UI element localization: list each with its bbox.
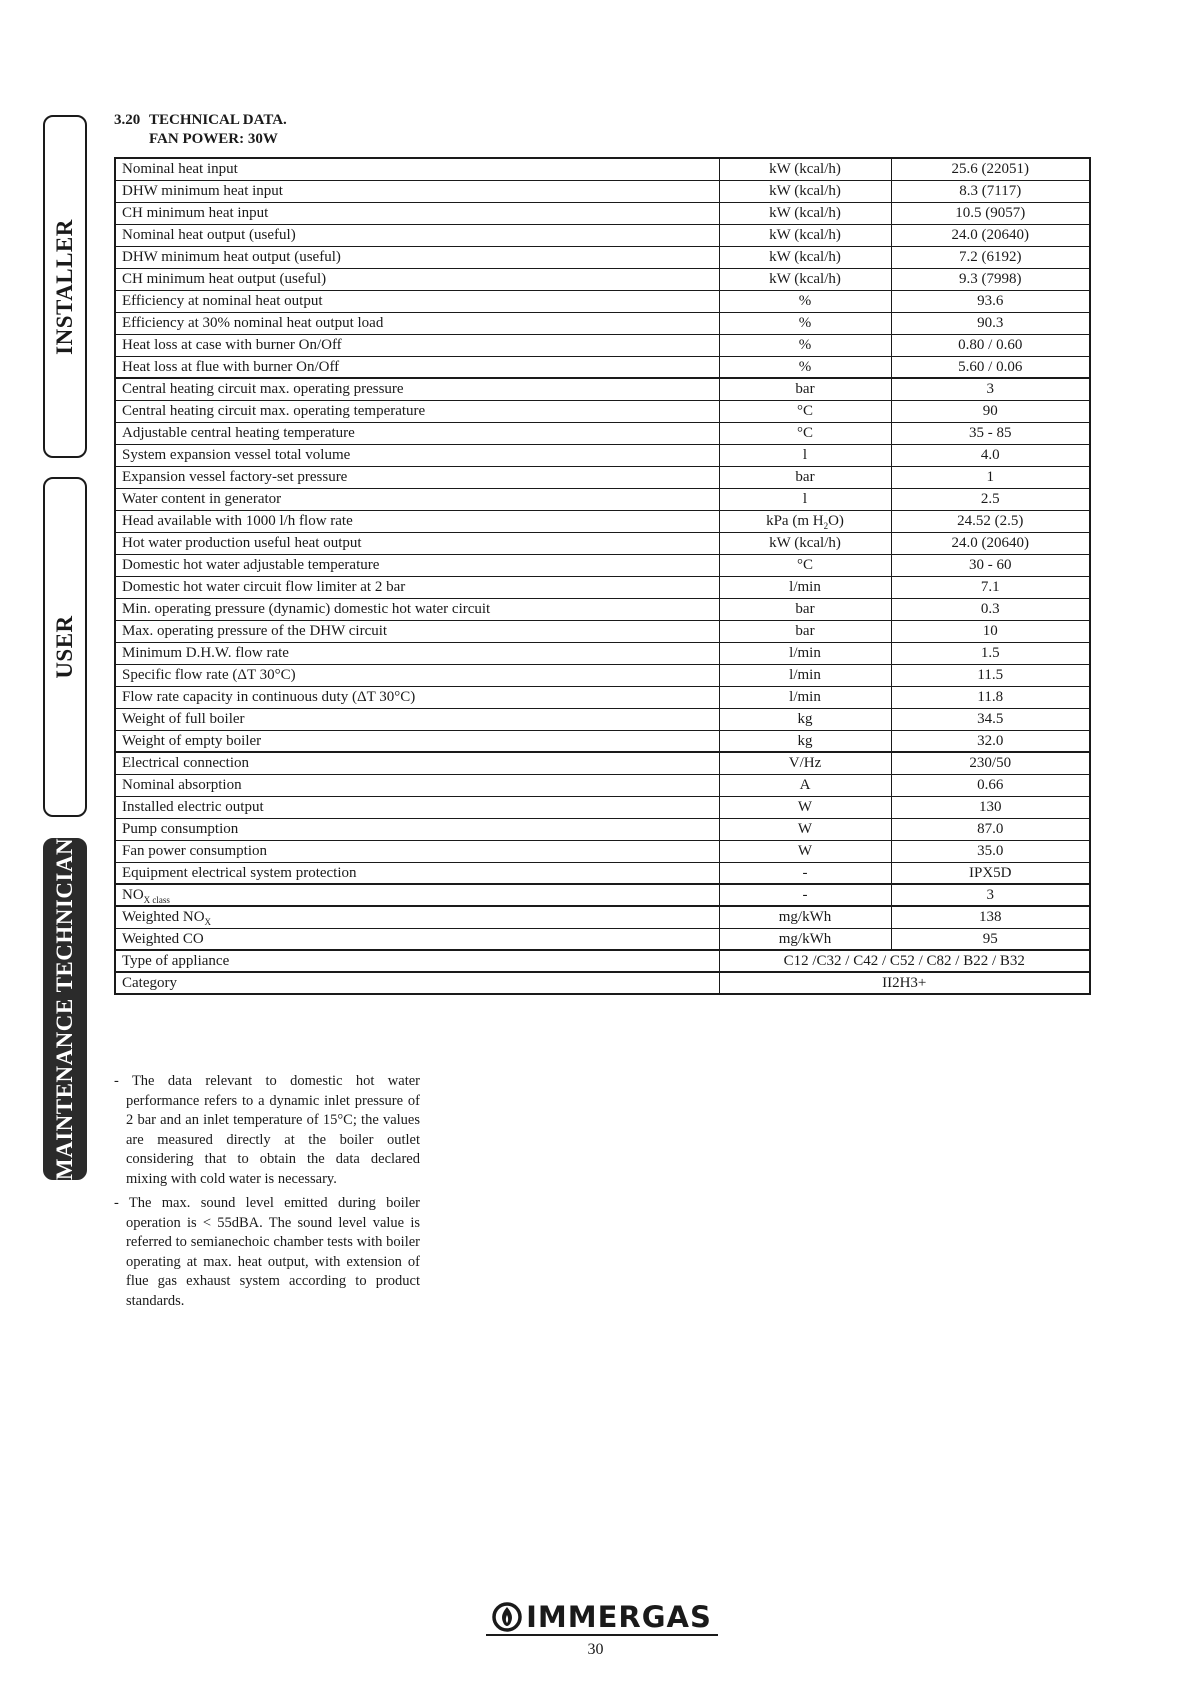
- parameter-cell: Nominal heat input: [115, 158, 719, 180]
- parameter-cell: Flow rate capacity in continuous duty (ΔT 30°C): [115, 686, 719, 708]
- value-cell: 230/50: [891, 752, 1090, 774]
- parameter-cell: Nominal heat output (useful): [115, 224, 719, 246]
- section-title: TECHNICAL DATA.: [149, 112, 287, 128]
- table-row: [115, 268, 1090, 290]
- unit-cell: A: [719, 774, 891, 796]
- value-cell: 5.60 / 0.06: [891, 356, 1090, 378]
- value-cell: 30 - 60: [891, 554, 1090, 576]
- unit-cell: %: [719, 356, 891, 378]
- parameter-cell: Specific flow rate (ΔT 30°C): [115, 664, 719, 686]
- unit-cell: kW (kcal/h): [719, 532, 891, 554]
- unit-cell: °C: [719, 400, 891, 422]
- unit-cell: l/min: [719, 576, 891, 598]
- page-number: 30: [587, 1641, 604, 1658]
- value-cell: 130: [891, 796, 1090, 818]
- table-row: [115, 334, 1090, 356]
- value-cell: II2H3+: [719, 972, 1090, 994]
- parameter-cell: Fan power consumption: [115, 840, 719, 862]
- table-row: [115, 686, 1090, 708]
- side-tab-installer-label: INSTALLER: [52, 218, 77, 355]
- value-cell: IPX5D: [891, 862, 1090, 884]
- parameter-cell: Expansion vessel factory-set pressure: [115, 466, 719, 488]
- table-row: [115, 312, 1090, 334]
- unit-cell: -: [719, 884, 891, 906]
- parameter-cell: Head available with 1000 l/h flow rate: [115, 510, 719, 532]
- parameter-cell: Central heating circuit max. operating pressure: [115, 378, 719, 400]
- value-cell: 10.5 (9057): [891, 202, 1090, 224]
- side-tab-user-label: USER: [52, 615, 77, 679]
- table-row: [115, 356, 1090, 378]
- value-cell: C12 /C32 / C42 / C52 / C82 / B22 / B32: [719, 950, 1090, 972]
- value-cell: 90.3: [891, 312, 1090, 334]
- table-row: [115, 884, 1090, 906]
- unit-cell: kW (kcal/h): [719, 246, 891, 268]
- parameter-cell: [115, 906, 719, 928]
- parameter-cell: [115, 884, 719, 906]
- side-tab-maintenance-label: MAINTENANCE TECHNICIAN: [52, 837, 77, 1181]
- unit-cell: l/min: [719, 686, 891, 708]
- parameter-cell: Pump consumption: [115, 818, 719, 840]
- parameter-cell: Efficiency at 30% nominal heat output load: [115, 312, 719, 334]
- parameter-cell: Efficiency at nominal heat output: [115, 290, 719, 312]
- unit-cell: kW (kcal/h): [719, 158, 891, 180]
- parameter-text: NO: [122, 887, 144, 903]
- table-row: [115, 246, 1090, 268]
- table-row: [115, 378, 1090, 400]
- value-cell: 1.5: [891, 642, 1090, 664]
- unit-cell: mg/kWh: [719, 906, 891, 928]
- parameter-subscript: X class: [143, 895, 170, 905]
- table-row: [115, 840, 1090, 862]
- parameter-cell: Category: [115, 972, 719, 994]
- table-row: [115, 950, 1090, 972]
- value-cell: 138: [891, 906, 1090, 928]
- unit-cell: V/Hz: [719, 752, 891, 774]
- value-cell: 8.3 (7117): [891, 180, 1090, 202]
- parameter-cell: Electrical connection: [115, 752, 719, 774]
- parameter-cell: Minimum D.H.W. flow rate: [115, 642, 719, 664]
- value-cell: 25.6 (22051): [891, 158, 1090, 180]
- parameter-cell: Installed electric output: [115, 796, 719, 818]
- table-row: [115, 862, 1090, 884]
- unit-text: kPa (m H: [766, 513, 824, 529]
- table-row: [115, 510, 1090, 532]
- table-row: [115, 466, 1090, 488]
- value-cell: 0.66: [891, 774, 1090, 796]
- value-cell: 35 - 85: [891, 422, 1090, 444]
- parameter-cell: DHW minimum heat input: [115, 180, 719, 202]
- unit-cell: kW (kcal/h): [719, 224, 891, 246]
- unit-cell: W: [719, 840, 891, 862]
- parameter-cell: Nominal absorption: [115, 774, 719, 796]
- parameter-subscript: X: [204, 917, 212, 928]
- brand-logo: [486, 1600, 718, 1636]
- unit-cell: %: [719, 312, 891, 334]
- side-tab-user[interactable]: [43, 477, 87, 817]
- value-cell: 1: [891, 466, 1090, 488]
- unit-cell: l: [719, 488, 891, 510]
- unit-cell: l/min: [719, 664, 891, 686]
- parameter-cell: Water content in generator: [115, 488, 719, 510]
- table-row: [115, 774, 1090, 796]
- value-cell: 4.0: [891, 444, 1090, 466]
- side-tab-maintenance-technician[interactable]: [43, 838, 87, 1180]
- value-cell: 35.0: [891, 840, 1090, 862]
- notes: [114, 1072, 420, 1316]
- technical-data-table: [114, 157, 1091, 995]
- value-cell: 24.0 (20640): [891, 532, 1090, 554]
- unit-cell: l/min: [719, 642, 891, 664]
- unit-cell: bar: [719, 466, 891, 488]
- unit-cell: bar: [719, 378, 891, 400]
- parameter-cell: Type of appliance: [115, 950, 719, 972]
- unit-cell: %: [719, 290, 891, 312]
- table-row: [115, 906, 1090, 928]
- unit-cell: kW (kcal/h): [719, 180, 891, 202]
- value-cell: 2.5: [891, 488, 1090, 510]
- unit-subscript: 2: [823, 521, 829, 531]
- unit-cell: kW (kcal/h): [719, 202, 891, 224]
- parameter-cell: Heat loss at flue with burner On/Off: [115, 356, 719, 378]
- table-row: [115, 422, 1090, 444]
- unit-cell: %: [719, 334, 891, 356]
- table-row: [115, 554, 1090, 576]
- table-row: [115, 972, 1090, 994]
- table-row: [115, 598, 1090, 620]
- table-row: [115, 708, 1090, 730]
- unit-cell: bar: [719, 598, 891, 620]
- table-row: [115, 488, 1090, 510]
- table-row: [115, 818, 1090, 840]
- unit-cell: mg/kWh: [719, 928, 891, 950]
- unit-cell: bar: [719, 620, 891, 642]
- table-row: [115, 202, 1090, 224]
- section-number: 3.20: [114, 112, 141, 128]
- side-tab-installer[interactable]: [43, 115, 87, 458]
- value-cell: 0.80 / 0.60: [891, 334, 1090, 356]
- parameter-cell: Max. operating pressure of the DHW circuit: [115, 620, 719, 642]
- unit-cell: kW (kcal/h): [719, 268, 891, 290]
- section-heading: [114, 111, 287, 149]
- parameter-cell: CH minimum heat output (useful): [115, 268, 719, 290]
- table-row: [115, 664, 1090, 686]
- value-cell: 3: [891, 884, 1090, 906]
- table-row: [115, 576, 1090, 598]
- value-cell: 95: [891, 928, 1090, 950]
- section-subtitle: FAN POWER: 30W: [149, 131, 278, 147]
- table-row: [115, 400, 1090, 422]
- immergas-flame-icon: [492, 1602, 522, 1632]
- table-row: [115, 730, 1090, 752]
- parameter-cell: Adjustable central heating temperature: [115, 422, 719, 444]
- parameter-cell: Domestic hot water adjustable temperature: [115, 554, 719, 576]
- table-row: [115, 620, 1090, 642]
- value-cell: 9.3 (7998): [891, 268, 1090, 290]
- unit-cell: W: [719, 818, 891, 840]
- value-cell: 24.52 (2.5): [891, 510, 1090, 532]
- unit-cell: kg: [719, 730, 891, 752]
- value-cell: 34.5: [891, 708, 1090, 730]
- unit-cell: kg: [719, 708, 891, 730]
- parameter-cell: CH minimum heat input: [115, 202, 719, 224]
- unit-cell: l: [719, 444, 891, 466]
- parameter-text: Weighted NO: [122, 909, 205, 926]
- value-cell: 7.2 (6192): [891, 246, 1090, 268]
- value-cell: 10: [891, 620, 1090, 642]
- value-cell: 7.1: [891, 576, 1090, 598]
- table-row: [115, 180, 1090, 202]
- value-cell: 11.5: [891, 664, 1090, 686]
- value-cell: 87.0: [891, 818, 1090, 840]
- value-cell: 93.6: [891, 290, 1090, 312]
- parameter-cell: Weighted CO: [115, 928, 719, 950]
- parameter-cell: Weight of full boiler: [115, 708, 719, 730]
- value-cell: 11.8: [891, 686, 1090, 708]
- table-row: [115, 796, 1090, 818]
- value-cell: 3: [891, 378, 1090, 400]
- table-row: [115, 290, 1090, 312]
- value-cell: 90: [891, 400, 1090, 422]
- parameter-cell: Min. operating pressure (dynamic) domestic hot water circuit: [115, 598, 719, 620]
- parameter-cell: Central heating circuit max. operating temperature: [115, 400, 719, 422]
- unit-cell: W: [719, 796, 891, 818]
- parameter-cell: Weight of empty boiler: [115, 730, 719, 752]
- parameter-cell: Equipment electrical system protection: [115, 862, 719, 884]
- parameter-cell: Domestic hot water circuit flow limiter at 2 bar: [115, 576, 719, 598]
- unit-cell: °C: [719, 422, 891, 444]
- value-cell: 0.3: [891, 598, 1090, 620]
- table-row: [115, 928, 1090, 950]
- unit-cell: -: [719, 862, 891, 884]
- note-sound-level: - The max. sound level emitted during boiler operation is < 55dBA. The sound level value is referred to semianechoic chamber tests with boiler operating at max. heat output, with extension of flue gas exhaust system according to product standards.: [114, 1195, 420, 1309]
- parameter-cell: DHW minimum heat output (useful): [115, 246, 719, 268]
- parameter-cell: System expansion vessel total volume: [115, 444, 719, 466]
- unit-cell: °C: [719, 554, 891, 576]
- brand-name: IMMERGAS: [526, 1600, 712, 1634]
- table-row: [115, 532, 1090, 554]
- value-cell: 32.0: [891, 730, 1090, 752]
- note-dhw-performance: - The data relevant to domestic hot water performance refers to a dynamic inlet pressure of 2 bar and an inlet temperature of 15°C; the values are measured directly at the boiler outlet considering that to obtain the data declared mixing with cold water is necessary.: [114, 1073, 420, 1187]
- table-row: [115, 642, 1090, 664]
- table-row: [115, 444, 1090, 466]
- table-row: [115, 158, 1090, 180]
- parameter-cell: Hot water production useful heat output: [115, 532, 719, 554]
- table-row: [115, 224, 1090, 246]
- unit-text: O): [828, 513, 844, 529]
- value-cell: 24.0 (20640): [891, 224, 1090, 246]
- parameter-cell: Heat loss at case with burner On/Off: [115, 334, 719, 356]
- unit-cell: [719, 510, 891, 532]
- table-row: [115, 752, 1090, 774]
